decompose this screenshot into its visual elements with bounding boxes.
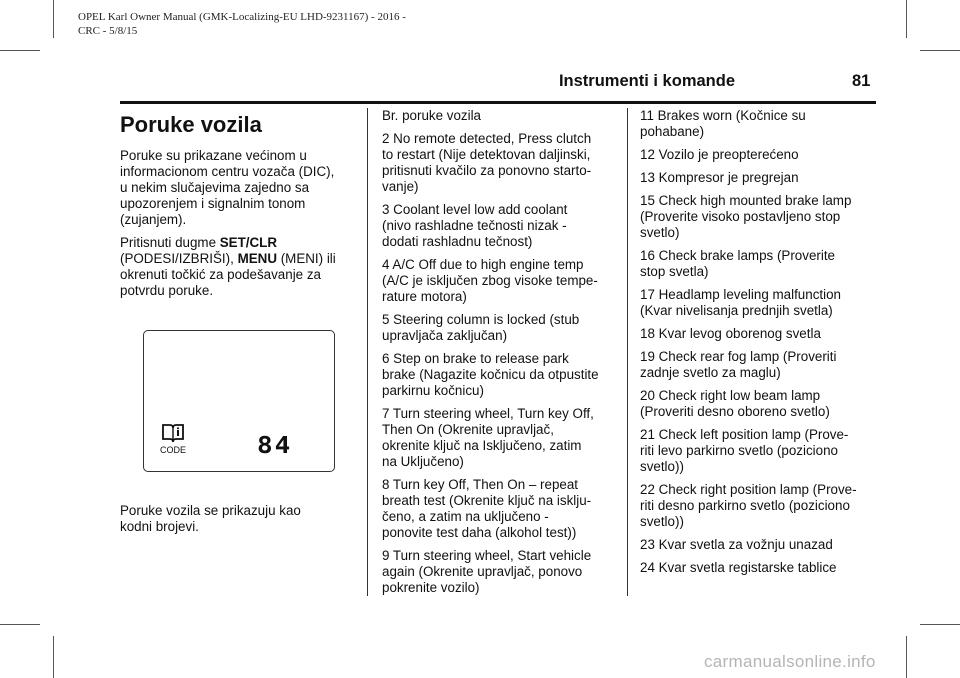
text-line: 12 Vozilo je preopterećeno xyxy=(640,147,799,162)
text-line: dodati rashladnu tečnost) xyxy=(382,234,533,249)
text-line: (zujanjem). xyxy=(120,212,187,227)
text-line: potvrdu poruke. xyxy=(120,283,214,298)
text-line: brake (Nagazite kočnicu da otpustite xyxy=(382,367,599,382)
text-line: 24 Kvar svetla registarske tablice xyxy=(640,560,837,575)
text-line: 23 Kvar svetla za vožnju unazad xyxy=(640,537,833,552)
crop-mark xyxy=(0,624,40,625)
message-item xyxy=(640,427,880,475)
text-line: 8 Turn key Off, Then On – repeat xyxy=(382,477,579,492)
text-line: (Proveriti desno oboreno svetlo) xyxy=(640,404,830,419)
message-item xyxy=(640,193,880,241)
text-line: svetlo)) xyxy=(640,514,684,529)
text-line: čeno, a zatim na uključeno - xyxy=(382,509,549,524)
text-line: upravljača zaključan) xyxy=(382,328,508,343)
section-title: Instrumenti i komande xyxy=(558,72,735,90)
crop-mark xyxy=(0,50,40,51)
column-divider xyxy=(627,108,628,596)
message-item xyxy=(640,170,880,186)
message-item xyxy=(640,482,880,530)
message-item xyxy=(640,560,880,576)
text-line: 17 Headlamp leveling malfunction xyxy=(640,287,841,302)
text-line: riti desno parkirno svetlo (poziciono xyxy=(640,498,850,513)
crop-mark xyxy=(53,636,54,678)
text-line: 4 A/C Off due to high engine temp xyxy=(382,257,584,272)
crop-mark xyxy=(53,0,54,38)
text-line: 13 Kompresor je pregrejan xyxy=(640,170,799,185)
press-prefix: Pritisnuti dugme xyxy=(120,235,220,250)
message-item xyxy=(640,537,880,553)
text-line: 6 Step on brake to release park xyxy=(382,351,569,366)
text-line: 15 Check high mounted brake lamp xyxy=(640,193,852,208)
message-item xyxy=(640,326,880,342)
message-item xyxy=(382,351,620,399)
print-header-line: CRC - 5/8/15 xyxy=(78,25,138,37)
print-header xyxy=(78,10,406,38)
text-line: 9 Turn steering wheel, Start vehicle xyxy=(382,548,592,563)
message-item xyxy=(382,312,620,344)
text-line: 22 Check right position lamp (Prove- xyxy=(640,482,857,497)
podesi-text: (PODESI/IZBRIŠI), xyxy=(120,251,238,266)
text-line: 7 Turn steering wheel, Turn key Off, xyxy=(382,406,594,421)
menu-label: MENU xyxy=(237,251,277,266)
text-line: zadnje svetlo za maglu) xyxy=(640,365,781,380)
page-number: 81 xyxy=(852,72,871,90)
message-item xyxy=(640,287,880,319)
text-line xyxy=(120,235,360,251)
meni-text: (MENI) ili xyxy=(277,251,336,266)
message-item xyxy=(382,548,620,596)
column-2 xyxy=(382,108,620,603)
text-line xyxy=(120,251,360,267)
column-divider xyxy=(367,108,368,596)
text-line: (Kvar nivelisanja prednjih svetla) xyxy=(640,303,833,318)
text-line: na Uključeno) xyxy=(382,454,464,469)
intro-paragraph xyxy=(120,148,360,228)
text-line: ponovite test daha (alkohol test)) xyxy=(382,525,577,540)
message-item xyxy=(382,406,620,470)
message-item xyxy=(640,388,880,420)
message-item xyxy=(382,108,620,124)
message-item xyxy=(640,349,880,381)
text-line: kodni brojevi. xyxy=(120,519,199,534)
book-info-icon xyxy=(160,423,186,455)
message-item xyxy=(640,108,880,140)
message-item xyxy=(382,131,620,195)
text-line: vanje) xyxy=(382,179,419,194)
dic-display-illustration xyxy=(143,330,335,472)
text-line: (A/C je isključen zbog visoke tempe- xyxy=(382,273,598,288)
text-line: svetlo) xyxy=(640,225,680,240)
code-label: CODE xyxy=(160,445,186,455)
vehicle-message-code-icon xyxy=(160,423,186,460)
text-line: 18 Kvar levog oborenog svetla xyxy=(640,326,821,341)
message-item xyxy=(382,202,620,250)
column-3 xyxy=(640,108,880,583)
text-line: Then On (Okrenite upravljač, xyxy=(382,422,554,437)
text-line: 21 Check left position lamp (Prove- xyxy=(640,427,849,442)
message-item xyxy=(382,477,620,541)
watermark: carmanualsonline.info xyxy=(704,652,876,671)
crop-mark xyxy=(920,50,960,51)
text-line: Br. poruke vozila xyxy=(382,108,481,123)
text-line: rature motora) xyxy=(382,289,467,304)
set-clr-label: SET/CLR xyxy=(219,235,278,250)
instruction-paragraph xyxy=(120,235,360,299)
text-line: upozorenjem i signalnim tonom xyxy=(120,196,306,211)
text-line: okrenite ključ na Isključeno, zatim xyxy=(382,438,582,453)
text-line: Poruke su prikazane većinom u xyxy=(120,148,307,163)
text-line: again (Okrenite upravljač, ponovo xyxy=(382,564,583,579)
text-line: 5 Steering column is locked (stub xyxy=(382,312,580,327)
text-line: informacionom centru vozača (DIC), xyxy=(120,164,335,179)
header-rule xyxy=(120,101,876,104)
text-line: (Proverite visoko postavljeno stop xyxy=(640,209,841,224)
text-line: pohabane) xyxy=(640,124,705,139)
text-line: 19 Check rear fog lamp (Proveriti xyxy=(640,349,837,364)
text-line: to restart (Nije detektovan daljinski, xyxy=(382,147,591,162)
page-heading: Poruke vozila xyxy=(120,112,262,137)
code-number: 84 xyxy=(257,432,293,460)
crop-mark xyxy=(920,624,960,625)
text-line: Poruke vozila se prikazuju kao xyxy=(120,503,301,518)
text-line: 16 Check brake lamps (Proverite xyxy=(640,248,835,263)
text-line: 11 Brakes worn (Kočnice su xyxy=(640,108,806,123)
text-line: 3 Coolant level low add coolant xyxy=(382,202,568,217)
text-line: riti levo parkirno svetlo (poziciono xyxy=(640,443,838,458)
text-line: breath test (Okrenite ključ na isklju- xyxy=(382,493,592,508)
text-line: pokrenite vozilo) xyxy=(382,580,480,595)
text-line: okrenuti točkić za podešavanje za xyxy=(120,267,321,282)
text-line: (nivo rashladne tečnosti nizak - xyxy=(382,218,567,233)
message-item xyxy=(640,147,880,163)
print-header-line: OPEL Karl Owner Manual (GMK-Localizing-EU LHD-9231167) - 2016 - xyxy=(78,11,406,23)
text-line: 2 No remote detected, Press clutch xyxy=(382,131,592,146)
message-item xyxy=(640,248,880,280)
text-line: parkirnu kočnicu) xyxy=(382,383,484,398)
text-line: stop svetla) xyxy=(640,264,709,279)
text-line: 20 Check right low beam lamp xyxy=(640,388,821,403)
crop-mark xyxy=(906,636,907,678)
column-1 xyxy=(120,108,360,306)
text-line: svetlo)) xyxy=(640,459,684,474)
message-item xyxy=(382,257,620,305)
text-line: u nekim slučajevima zajedno sa xyxy=(120,180,310,195)
figure-caption xyxy=(120,503,301,535)
crop-mark xyxy=(906,0,907,38)
text-line: pritisnuti kvačilo za ponovno starto- xyxy=(382,163,592,178)
